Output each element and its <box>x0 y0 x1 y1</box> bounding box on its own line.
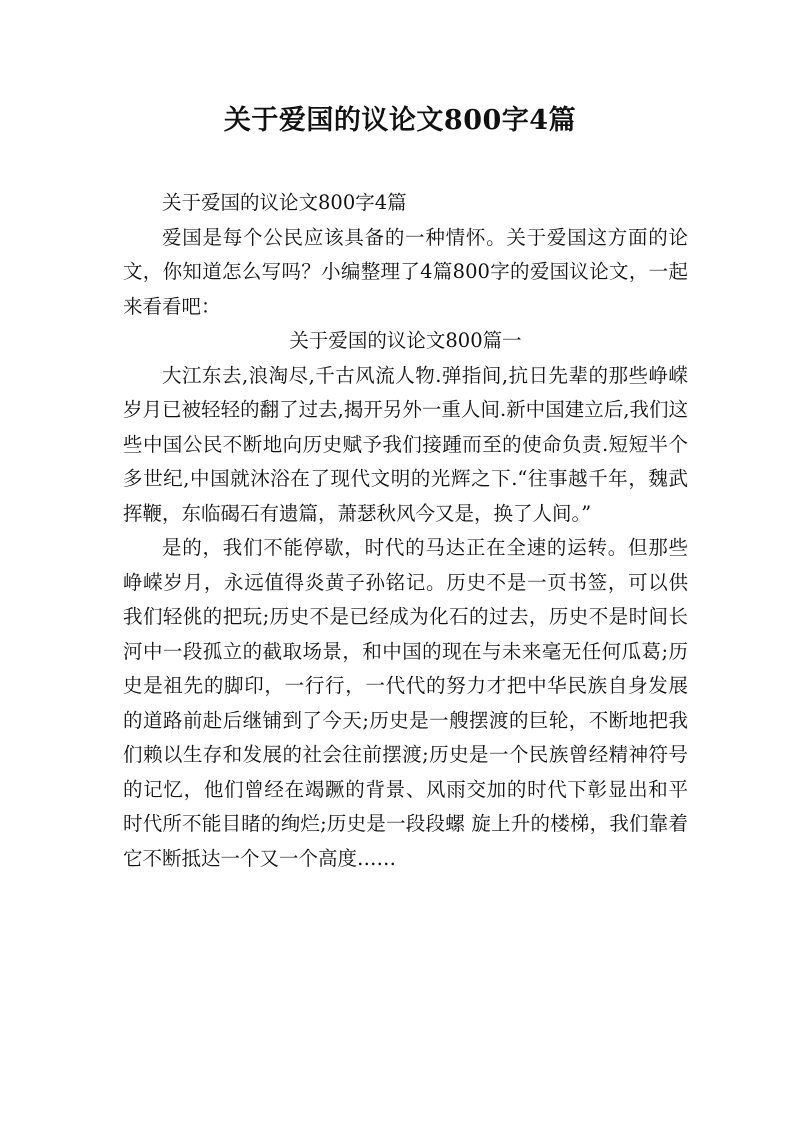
body-paragraph: 是的，我们不能停歇，时代的马达正在全速的运转。但那些峥嵘岁月，永远值得炎黄子孙铭记。历史不是一页书签，可以供我们轻佻的把玩;历史不是已经成为化石的过去，历史不是时间长河中一段孤立的截取场景，和中国的现在与未来毫无任何瓜葛;历史是祖先的脚印，一行行，一代代的努力才把中华民族自身发展的道路前赴后继铺到了今天;历史是一艘摆渡的巨轮，不断地把我们赖以生存和发展的社会往前摆渡;历史是一个民族曾经精神符号的记忆，他们曾经在竭蹶的背景、风雨交加的时代下彰显出和平时代所不能目睹的绚烂;历史是一段段螺 旋上升的楼梯，我们靠着它不断抵达一个又一个高度…… <box>123 536 688 870</box>
body-paragraph: 大江东去,浪淘尽,千古风流人物.弹指间,抗日先辈的那些峥嵘岁月已被轻轻的翻了过去,揭开另外一重人间.新中国建立后,我们这些中国公民不断地向历史赋予我们接踵而至的使命负责.短短半个多世纪,中国就沐浴在了现代文明的光辉之下.“往事越千年，魏武挥鞭，东临碣石有遗篇，萧瑟秋风今又是，换了人间。” <box>123 363 688 525</box>
section-heading: 关于爱国的议论文800篇一 <box>289 329 522 352</box>
document-title: 关于爱国的议论文800字4篇 <box>223 105 577 136</box>
document-subtitle: 关于爱国的议论文800字4篇 <box>162 191 407 214</box>
document-body <box>123 186 688 876</box>
intro-paragraph: 爱国是每个公民应该具备的一种情怀。关于爱国这方面的论文，你知道怎么写吗？小编整理了4篇800字的爱国议论文，一起来看看吧： <box>123 225 688 318</box>
